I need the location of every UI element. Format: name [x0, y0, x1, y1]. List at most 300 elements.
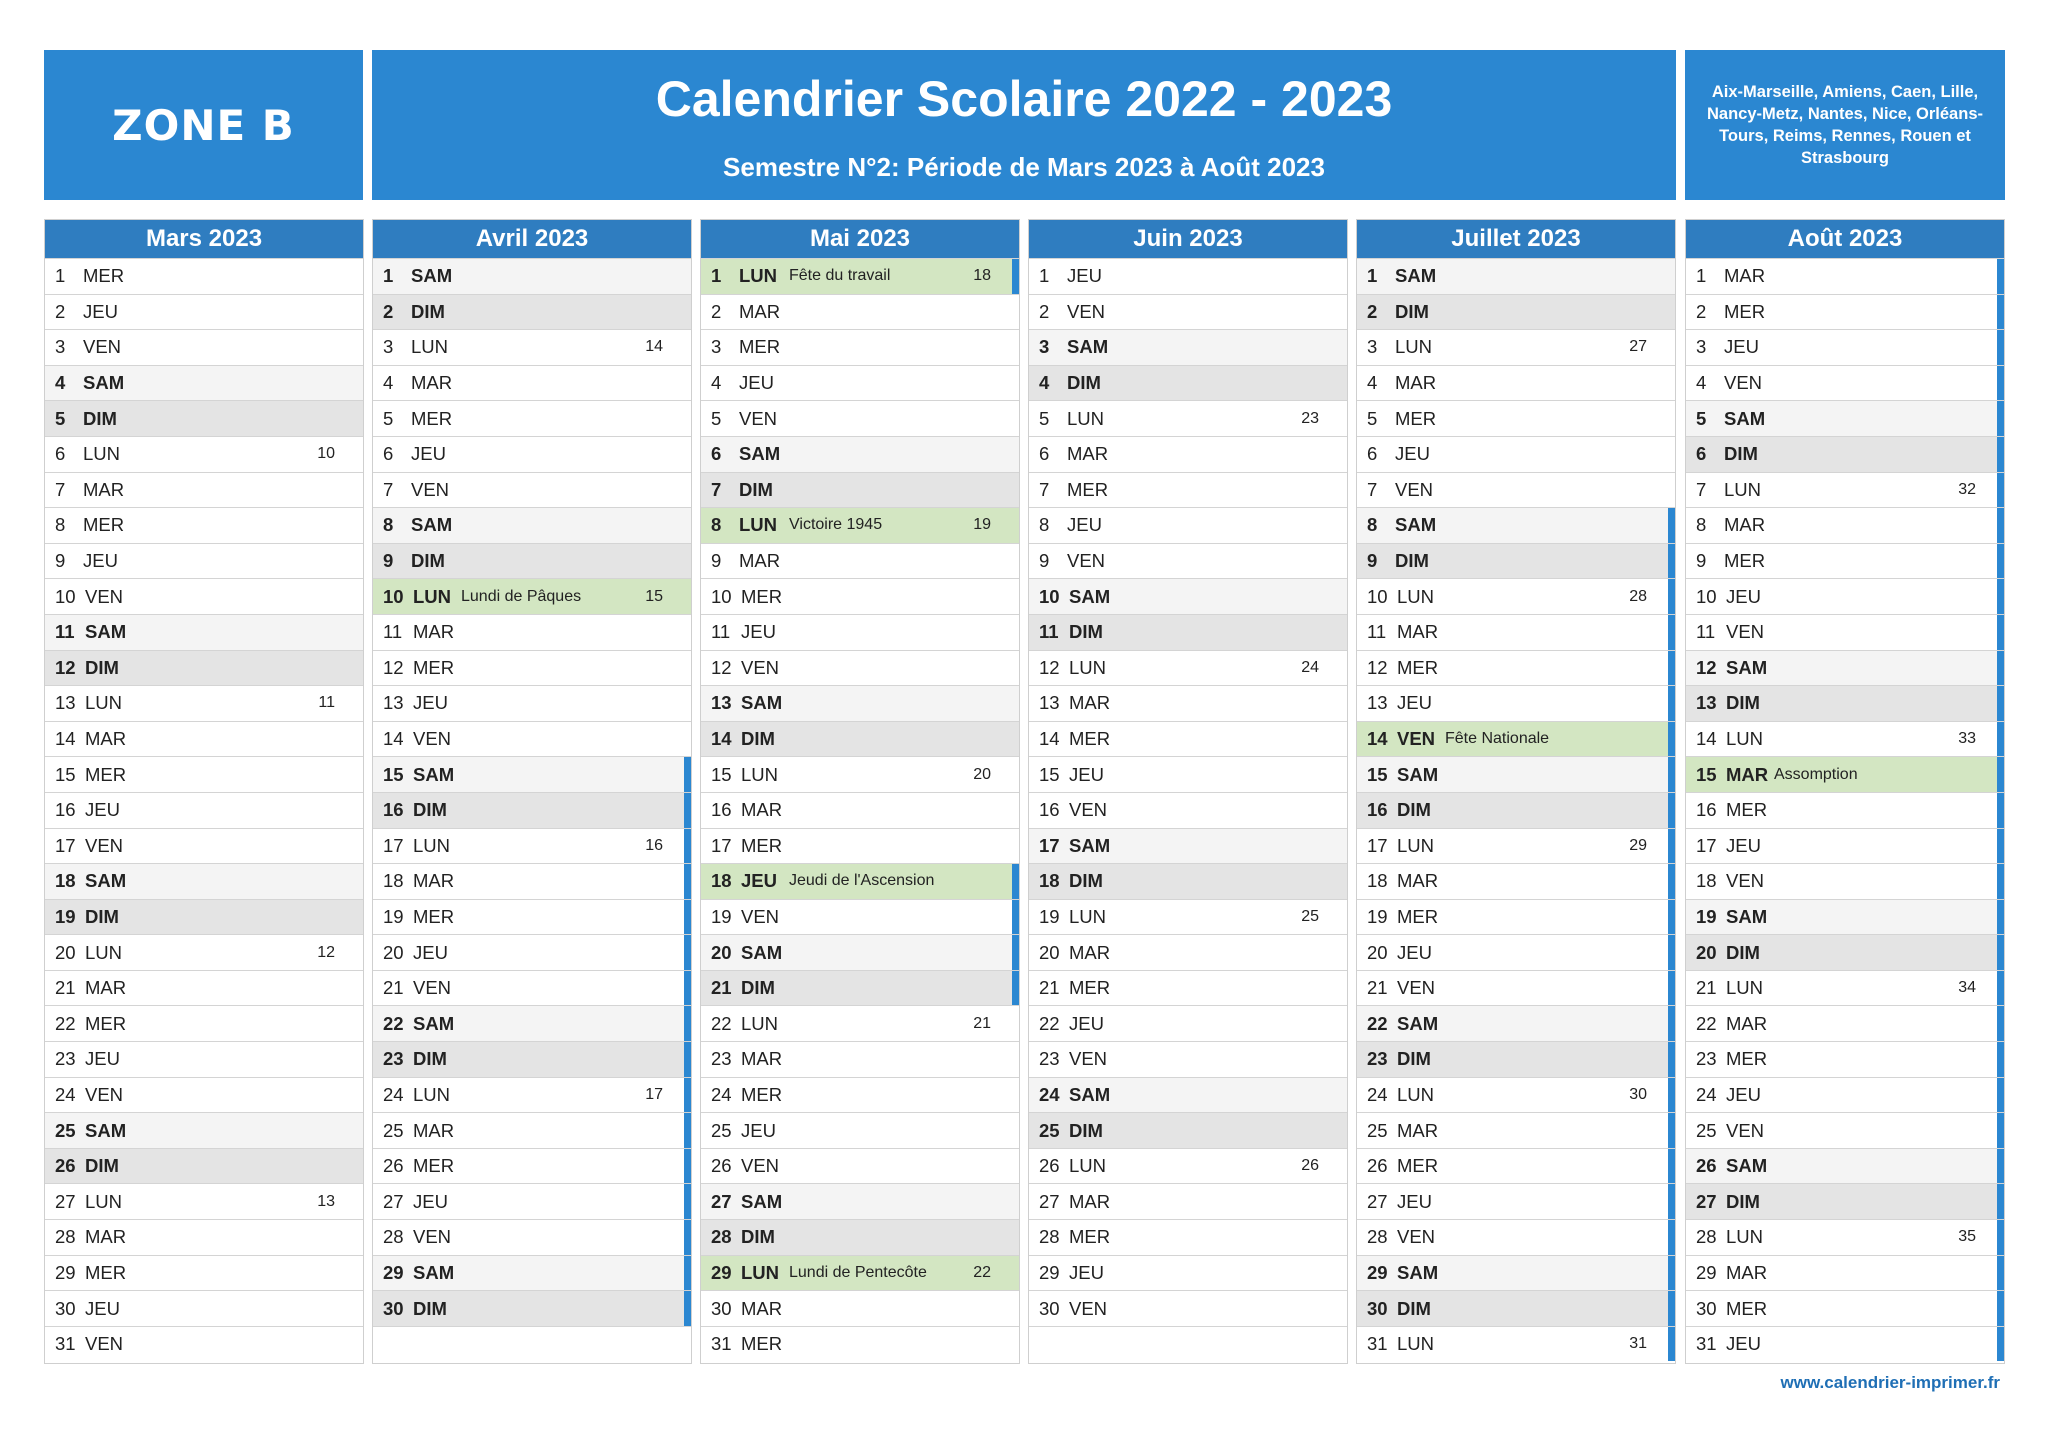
day-row[interactable]: [1686, 543, 2004, 579]
day-row[interactable]: [701, 1148, 1019, 1184]
day-row[interactable]: [1357, 1077, 1675, 1113]
day-row[interactable]: [1029, 258, 1347, 294]
day-row[interactable]: [1686, 507, 2004, 543]
day-number: 28: [1039, 1226, 1060, 1248]
day-row[interactable]: [373, 756, 691, 792]
day-row[interactable]: [1357, 970, 1675, 1006]
day-row[interactable]: [373, 1219, 691, 1255]
day-row[interactable]: [1029, 329, 1347, 365]
day-weekday: LUN: [1397, 585, 1435, 607]
day-row[interactable]: [1029, 792, 1347, 828]
day-weekday: VEN: [83, 336, 122, 358]
month-column: [700, 219, 1020, 1364]
day-row[interactable]: [373, 400, 691, 436]
day-row[interactable]: [1029, 1112, 1347, 1148]
day-row[interactable]: [1686, 294, 2004, 330]
day-row[interactable]: [1686, 934, 2004, 970]
day-row[interactable]: [1357, 1112, 1675, 1148]
day-row[interactable]: [1357, 614, 1675, 650]
day-row[interactable]: [1357, 507, 1675, 543]
day-row[interactable]: [701, 1255, 1019, 1291]
day-number: 3: [711, 336, 722, 358]
day-row[interactable]: [45, 792, 363, 828]
day-weekday: SAM: [85, 870, 127, 892]
day-row[interactable]: [1686, 828, 2004, 864]
day-row[interactable]: [1686, 1290, 2004, 1326]
holiday-name: Fête Nationale: [1445, 730, 1550, 748]
day-weekday: DIM: [413, 1297, 447, 1319]
day-row[interactable]: [1686, 1148, 2004, 1184]
day-row[interactable]: [45, 1183, 363, 1219]
day-row[interactable]: [45, 1219, 363, 1255]
day-row[interactable]: [701, 934, 1019, 970]
day-number: 20: [1696, 941, 1717, 963]
day-row[interactable]: [701, 650, 1019, 686]
day-weekday: LUN: [1397, 834, 1435, 856]
day-row[interactable]: [1686, 258, 2004, 294]
month-column: [44, 219, 364, 1364]
day-row[interactable]: [1686, 899, 2004, 935]
day-row[interactable]: [373, 1148, 691, 1184]
day-number: 25: [1367, 1119, 1388, 1141]
day-row[interactable]: [45, 1112, 363, 1148]
day-number: 31: [1367, 1333, 1388, 1355]
day-number: 11: [1696, 621, 1716, 643]
day-weekday: MAR: [1069, 692, 1111, 714]
day-number: 4: [55, 372, 66, 394]
day-number: 31: [711, 1333, 732, 1355]
day-row[interactable]: [373, 970, 691, 1006]
week-number: 28: [1629, 587, 1647, 605]
day-row[interactable]: [701, 899, 1019, 935]
day-row[interactable]: [373, 294, 691, 330]
day-row[interactable]: [1357, 258, 1675, 294]
day-row[interactable]: [1029, 756, 1347, 792]
day-number: 12: [711, 656, 732, 678]
day-row[interactable]: [1686, 472, 2004, 508]
day-row[interactable]: [1029, 863, 1347, 899]
day-row[interactable]: [1029, 828, 1347, 864]
day-row[interactable]: [1029, 685, 1347, 721]
day-row[interactable]: [373, 1005, 691, 1041]
day-row[interactable]: [45, 899, 363, 935]
day-number: 15: [1039, 763, 1060, 785]
day-number: 14: [1039, 728, 1060, 750]
day-number: 4: [383, 372, 394, 394]
day-row[interactable]: [373, 1041, 691, 1077]
day-number: 4: [1367, 372, 1378, 394]
day-row[interactable]: [373, 1290, 691, 1326]
day-row[interactable]: [373, 828, 691, 864]
day-weekday: DIM: [1726, 1190, 1760, 1212]
day-row[interactable]: [45, 329, 363, 365]
day-number: 8: [1367, 514, 1378, 536]
day-row[interactable]: [1029, 970, 1347, 1006]
day-row[interactable]: [373, 1255, 691, 1291]
day-row[interactable]: [701, 756, 1019, 792]
day-row[interactable]: [1686, 1112, 2004, 1148]
day-weekday: MAR: [1726, 1012, 1768, 1034]
day-row[interactable]: [45, 507, 363, 543]
day-row[interactable]: [1029, 614, 1347, 650]
day-number: 14: [383, 728, 404, 750]
day-number: 18: [383, 870, 404, 892]
day-weekday: VEN: [1069, 799, 1108, 821]
day-row[interactable]: [1357, 828, 1675, 864]
day-row[interactable]: [701, 1005, 1019, 1041]
day-row[interactable]: [45, 756, 363, 792]
day-row[interactable]: [1029, 934, 1347, 970]
day-row[interactable]: [373, 1112, 691, 1148]
day-weekday: SAM: [1069, 834, 1111, 856]
day-row[interactable]: [45, 685, 363, 721]
day-row[interactable]: [45, 1290, 363, 1326]
day-row[interactable]: [701, 329, 1019, 365]
day-row[interactable]: [1029, 507, 1347, 543]
day-weekday: LUN: [83, 443, 121, 465]
day-row[interactable]: [1029, 1219, 1347, 1255]
day-row[interactable]: [701, 1077, 1019, 1113]
day-weekday: VEN: [85, 585, 124, 607]
day-row[interactable]: [1686, 1255, 2004, 1291]
day-row[interactable]: [373, 472, 691, 508]
day-row[interactable]: [701, 1112, 1019, 1148]
day-weekday: DIM: [85, 656, 119, 678]
day-number: 7: [1367, 478, 1378, 500]
day-row[interactable]: [1686, 685, 2004, 721]
day-weekday: LUN: [1069, 1155, 1107, 1177]
day-row[interactable]: [1029, 1183, 1347, 1219]
day-row[interactable]: [701, 721, 1019, 757]
day-row[interactable]: [1357, 899, 1675, 935]
day-weekday: SAM: [85, 621, 127, 643]
day-row[interactable]: [1357, 329, 1675, 365]
week-number: 19: [973, 516, 991, 534]
day-row[interactable]: [1686, 1183, 2004, 1219]
day-row[interactable]: [701, 863, 1019, 899]
day-number: 28: [1367, 1226, 1388, 1248]
day-row[interactable]: [373, 543, 691, 579]
day-weekday: VEN: [1397, 728, 1436, 750]
day-row[interactable]: [1029, 1005, 1347, 1041]
day-row[interactable]: [373, 258, 691, 294]
day-weekday: VEN: [1067, 550, 1106, 572]
day-row[interactable]: [45, 1148, 363, 1184]
day-row[interactable]: [701, 1290, 1019, 1326]
day-row[interactable]: [45, 400, 363, 436]
day-row[interactable]: [1357, 1183, 1675, 1219]
day-row[interactable]: [45, 828, 363, 864]
day-row[interactable]: [1357, 294, 1675, 330]
day-row[interactable]: [1029, 899, 1347, 935]
day-weekday: MAR: [741, 1297, 783, 1319]
day-number: 30: [711, 1297, 732, 1319]
day-row[interactable]: [45, 934, 363, 970]
day-row[interactable]: [701, 472, 1019, 508]
holiday-name: Jeudi de l'Ascension: [789, 872, 935, 890]
day-row[interactable]: [1686, 1005, 2004, 1041]
day-row[interactable]: [1357, 543, 1675, 579]
day-row[interactable]: [1686, 365, 2004, 401]
day-row[interactable]: [373, 899, 691, 935]
day-number: 24: [1367, 1083, 1388, 1105]
day-row[interactable]: [373, 329, 691, 365]
day-row[interactable]: [1686, 400, 2004, 436]
day-row[interactable]: [1357, 934, 1675, 970]
day-weekday: DIM: [413, 799, 447, 821]
day-weekday: MAR: [1069, 941, 1111, 963]
day-row[interactable]: [1686, 578, 2004, 614]
day-row[interactable]: [701, 970, 1019, 1006]
day-row[interactable]: [1686, 970, 2004, 1006]
day-weekday: MER: [83, 265, 125, 287]
day-row[interactable]: [1357, 1148, 1675, 1184]
day-number: 7: [383, 478, 394, 500]
day-row[interactable]: [373, 1183, 691, 1219]
day-row[interactable]: [373, 436, 691, 472]
day-number: 2: [55, 300, 66, 322]
day-row[interactable]: [45, 863, 363, 899]
day-weekday: DIM: [411, 300, 445, 322]
day-number: 5: [711, 407, 722, 429]
day-weekday: MER: [1069, 728, 1111, 750]
day-row[interactable]: [45, 543, 363, 579]
day-number: 20: [383, 941, 404, 963]
day-row[interactable]: [45, 578, 363, 614]
day-row[interactable]: [1029, 578, 1347, 614]
day-number: 10: [711, 585, 732, 607]
day-number: 22: [1696, 1012, 1717, 1034]
day-row[interactable]: [1029, 1148, 1347, 1184]
day-number: 18: [55, 870, 76, 892]
day-number: 12: [55, 656, 76, 678]
day-row[interactable]: [701, 507, 1019, 543]
day-row[interactable]: [1686, 1219, 2004, 1255]
day-weekday: MAR: [411, 372, 453, 394]
week-number: 12: [317, 943, 335, 961]
day-row[interactable]: [1029, 650, 1347, 686]
day-row[interactable]: [45, 650, 363, 686]
website-link[interactable]: www.calendrier-imprimer.fr: [1780, 1373, 2000, 1392]
day-row[interactable]: [45, 1077, 363, 1113]
day-number: 19: [1696, 905, 1717, 927]
day-number: 19: [711, 905, 732, 927]
day-number: 22: [55, 1012, 76, 1034]
day-row[interactable]: [701, 400, 1019, 436]
day-weekday: DIM: [1724, 443, 1758, 465]
day-row[interactable]: [45, 436, 363, 472]
day-row[interactable]: [1029, 1077, 1347, 1113]
day-weekday: SAM: [1724, 407, 1766, 429]
day-row[interactable]: [373, 934, 691, 970]
day-number: 20: [1367, 941, 1388, 963]
day-weekday: LUN: [739, 265, 778, 287]
day-number: 30: [1039, 1297, 1060, 1319]
day-row[interactable]: [45, 1005, 363, 1041]
day-row[interactable]: [45, 970, 363, 1006]
day-number: 15: [55, 763, 76, 785]
day-row[interactable]: [701, 436, 1019, 472]
day-row[interactable]: [1357, 756, 1675, 792]
day-weekday: SAM: [1067, 336, 1109, 358]
day-row[interactable]: [1357, 650, 1675, 686]
day-row[interactable]: [373, 578, 691, 614]
day-row[interactable]: [1686, 329, 2004, 365]
day-weekday: MER: [1726, 799, 1768, 821]
day-weekday: JEU: [1397, 1190, 1432, 1212]
day-weekday: JEU: [739, 372, 774, 394]
day-weekday: SAM: [1397, 763, 1439, 785]
day-row[interactable]: [1686, 1041, 2004, 1077]
day-number: 3: [383, 336, 394, 358]
day-row[interactable]: [701, 578, 1019, 614]
day-row[interactable]: [45, 472, 363, 508]
day-row[interactable]: [701, 294, 1019, 330]
day-row[interactable]: [45, 258, 363, 294]
day-row[interactable]: [1029, 436, 1347, 472]
day-row[interactable]: [1686, 1326, 2004, 1362]
day-number: 13: [383, 692, 404, 714]
day-row[interactable]: [1357, 365, 1675, 401]
day-row[interactable]: [1686, 436, 2004, 472]
day-row[interactable]: [45, 294, 363, 330]
day-row[interactable]: [1686, 721, 2004, 757]
day-weekday: MER: [1397, 656, 1439, 678]
day-row[interactable]: [45, 1326, 363, 1362]
month-column: [1685, 219, 2005, 1364]
day-row[interactable]: [1357, 400, 1675, 436]
day-weekday: JEU: [1067, 265, 1102, 287]
day-weekday: JEU: [741, 1119, 776, 1141]
day-row[interactable]: [1029, 472, 1347, 508]
day-row[interactable]: [1029, 1041, 1347, 1077]
day-number: 6: [1696, 443, 1707, 465]
day-row[interactable]: [701, 365, 1019, 401]
day-row[interactable]: [701, 1041, 1019, 1077]
day-row[interactable]: [1357, 578, 1675, 614]
day-number: 28: [711, 1226, 732, 1248]
day-row[interactable]: [1357, 1219, 1675, 1255]
day-row[interactable]: [1357, 1326, 1675, 1362]
day-row[interactable]: [1357, 863, 1675, 899]
day-row[interactable]: [1357, 1255, 1675, 1291]
day-number: 14: [1367, 728, 1388, 750]
day-row[interactable]: [1357, 1041, 1675, 1077]
day-weekday: JEU: [83, 300, 118, 322]
day-row[interactable]: [701, 543, 1019, 579]
day-row[interactable]: [373, 792, 691, 828]
day-number: 10: [1039, 585, 1060, 607]
day-row[interactable]: [373, 685, 691, 721]
day-number: 3: [1367, 336, 1378, 358]
day-row[interactable]: [373, 863, 691, 899]
day-number: 17: [383, 834, 404, 856]
day-weekday: MER: [1397, 1155, 1439, 1177]
day-weekday: LUN: [85, 1190, 123, 1212]
day-number: 10: [55, 585, 76, 607]
day-row[interactable]: [1357, 685, 1675, 721]
day-row[interactable]: [1357, 792, 1675, 828]
day-row[interactable]: [373, 1077, 691, 1113]
week-number: 25: [1301, 907, 1319, 925]
week-number: 14: [645, 338, 663, 356]
day-row[interactable]: [701, 792, 1019, 828]
day-row[interactable]: [701, 1219, 1019, 1255]
regions-box: [1685, 50, 2005, 200]
day-number: 1: [55, 265, 66, 287]
day-weekday: MAR: [1724, 514, 1766, 536]
month-header: Mai 2023: [701, 220, 1019, 258]
day-row[interactable]: [45, 721, 363, 757]
day-row[interactable]: [1686, 650, 2004, 686]
week-number: 16: [645, 836, 663, 854]
day-row[interactable]: [1029, 1290, 1347, 1326]
day-row[interactable]: [701, 1326, 1019, 1362]
day-row[interactable]: [701, 685, 1019, 721]
day-weekday: VEN: [1397, 977, 1436, 999]
day-number: 27: [1696, 1190, 1717, 1212]
day-row[interactable]: [1357, 721, 1675, 757]
day-row[interactable]: [1686, 863, 2004, 899]
day-row[interactable]: [45, 365, 363, 401]
day-row[interactable]: [1686, 792, 2004, 828]
day-row[interactable]: [373, 507, 691, 543]
day-number: 29: [1367, 1261, 1388, 1283]
day-row[interactable]: [701, 614, 1019, 650]
day-row[interactable]: [1686, 614, 2004, 650]
day-weekday: MER: [1724, 550, 1766, 572]
day-number: 12: [383, 656, 404, 678]
day-row[interactable]: [45, 1041, 363, 1077]
day-number: 16: [55, 799, 76, 821]
day-row[interactable]: [1357, 472, 1675, 508]
day-row[interactable]: [701, 1183, 1019, 1219]
day-row[interactable]: [1029, 543, 1347, 579]
day-row[interactable]: [1029, 1255, 1347, 1291]
day-row[interactable]: [1029, 400, 1347, 436]
day-number: 24: [1039, 1083, 1060, 1105]
day-row[interactable]: [1357, 436, 1675, 472]
day-weekday: DIM: [1069, 1119, 1103, 1141]
day-number: 8: [55, 514, 66, 536]
day-row[interactable]: [1029, 294, 1347, 330]
day-row[interactable]: [1029, 721, 1347, 757]
day-row[interactable]: [373, 721, 691, 757]
day-weekday: DIM: [1397, 1297, 1431, 1319]
day-number: 12: [1039, 656, 1060, 678]
day-row[interactable]: [1357, 1005, 1675, 1041]
day-weekday: JEU: [413, 941, 448, 963]
day-row[interactable]: [373, 614, 691, 650]
day-number: 27: [55, 1190, 76, 1212]
day-number: 1: [711, 265, 722, 287]
day-row[interactable]: [1686, 1077, 2004, 1113]
day-row[interactable]: [45, 1255, 363, 1291]
day-number: 21: [55, 977, 76, 999]
day-row[interactable]: [1029, 365, 1347, 401]
day-row[interactable]: [373, 365, 691, 401]
day-number: 30: [55, 1297, 76, 1319]
day-row[interactable]: [701, 828, 1019, 864]
day-row[interactable]: [373, 650, 691, 686]
day-row[interactable]: [701, 258, 1019, 294]
day-row[interactable]: [1686, 756, 2004, 792]
day-row[interactable]: [45, 614, 363, 650]
day-weekday: LUN: [1067, 407, 1105, 429]
month-column: [1356, 219, 1676, 1364]
day-row[interactable]: [1357, 1290, 1675, 1326]
day-number: 28: [1696, 1226, 1717, 1248]
